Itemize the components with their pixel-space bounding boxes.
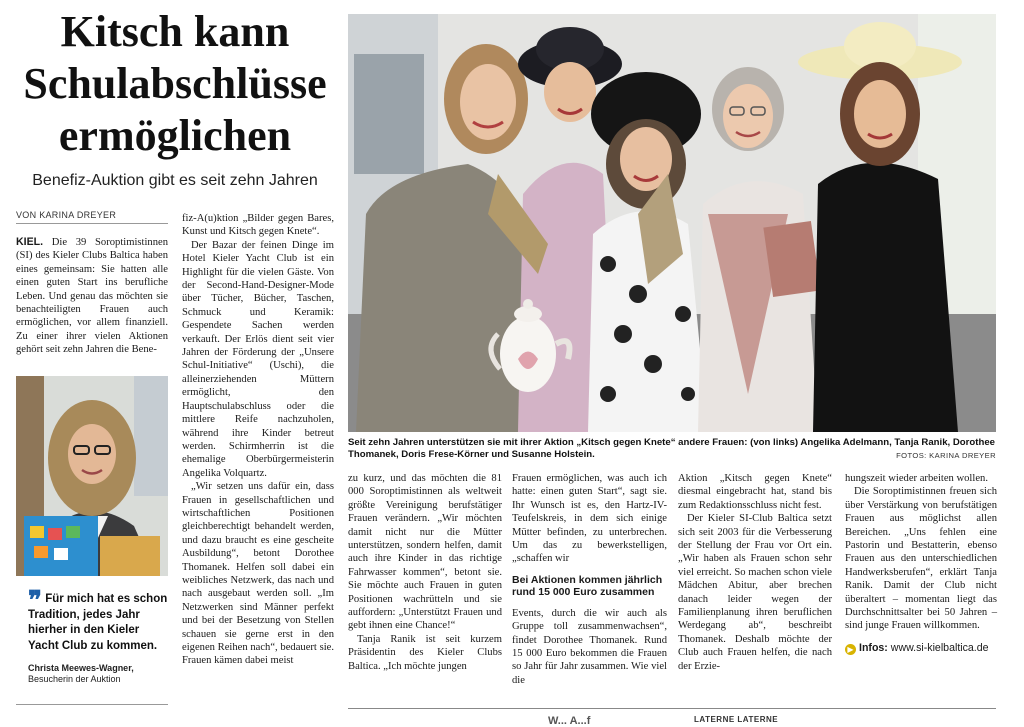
infos-label: Infos: xyxy=(859,641,888,654)
quote-text: Für mich hat es schon Tradition, jedes Jahr hierher in den Kieler Yacht Club zu kommen. xyxy=(28,593,168,652)
paragraph: fiz-A(u)ktion „Bilder gegen Bares, Kunst und Kitsch gegen Knete“. xyxy=(182,213,334,238)
group-photo xyxy=(348,14,996,432)
subheadline: Benefiz-Auktion gibt es seit zehn Jahren xyxy=(32,172,318,189)
paragraph: Der Kieler SI-Club Baltica setzt sich seit 2003 für die Verbesserung der Stellung der Frau vor Ort ein. „Wir haben als Frauen schon sehr viel erreicht. So machen schon viele Mädchen Abitur, aber brechen danach leider wegen der Familienplanung ihren beruflichen Werdegang ab“, beschreibt Thomanek. Deshalb möchte der Club auch Frauen helfen, die nach der Erzie- xyxy=(678,513,832,672)
paragraph: hungszeit wieder arbeiten wollen. xyxy=(845,473,988,484)
byline: VON KARINA DREYER xyxy=(16,210,168,224)
section-subheading: Bei Aktionen kommen jährlich rund 15 000 Euro zusammen xyxy=(512,573,663,599)
article-column-4 xyxy=(512,472,667,687)
photo-credit: FOTOS: KARINA DREYER xyxy=(896,451,996,460)
pull-quote xyxy=(28,585,168,654)
quote-author-name: Christa Meewes-Wagner, xyxy=(28,663,134,673)
article-column-3 xyxy=(348,472,502,673)
article-column-2 xyxy=(182,212,334,668)
paragraph: „Wir setzen uns dafür ein, dass Frauen in gesellschaftlichen und wirtschaftlichen Positionen gleichberechtigt behandelt werden, und dazu braucht es eine gescheite Ausbildung“, betont Dorothee Thomanek. Helfen soll dabei ein weibliches Netzwerk, das nach und nach ausgebaut werden soll. „Im Netzwerken sind Männer perfekt und bei der Besetzung von Stellen schauen sie gerne erst in den eigenen Reihen nach“, bedauert sie. Frauen kämen dabei meist xyxy=(182,481,334,667)
photo-caption: Seit zehn Jahren unterstützen sie mit ihrer Aktion „Kitsch gegen Knete“ andere Frauen: (von links) Angelika Adelmann, Tanja Ranik, Dorothee Thomanek, Doris Frese-Körner und Susanne Holstein. xyxy=(348,437,995,461)
paragraph: Der Bazar der feinen Dinge im Hotel Kieler Yacht Club ist ein Highlight für die vielen Gäste. Von der Second-Hand-Designer-Mode über Tücher, Bücher, Taschen, Schmuck und Keramik: Gespendete Sachen werden verkauft. Der Erlös dient seit vier Jahren der Förderung der „Unsere Schul-Initiative“ (Uschi), die alleinerziehenden Müttern ermöglicht, den Hauptschulabschluss oder die mittlere Reife nachzuholen, während ihre Kinder betreut werden. Schirmherrin ist die ehemalige Oberbürgermeisterin Angelika Volquartz. xyxy=(182,239,334,479)
divider xyxy=(348,708,996,709)
paragraph: Die Soroptimistinnen freuen sich über Verstärkung von berufstätigen Frauen aus möglichst allen Bereichen. „Uns fehlen eine Pastorin und Bestatterin, ebenso Frauen aus den unterschiedlichen Handwerksberufen“, erklärt Tanja Ranik. Damit der Club nicht überaltert – momentan liegt das Durchschnittsalter bei 50 Jahren – sind junge Frauen willkommen. xyxy=(845,486,997,632)
headline: Kitsch kann Schulabschlüsse ermöglichen xyxy=(23,7,327,160)
quote-author-role: Besucherin der Auktion xyxy=(28,674,121,684)
paragraph: zu kurz, und das möchten die 81 000 Soroptimistinnen als weltweit größte Vereinigung berufstätiger Frauen verändern. „Wir möchten damit nicht nur die Mütter unterstützen, sondern helfen, damit auch ihre Kinder in das richtige Fahrwasser kommen“, betont sie. Sie möchte auch Frauen in guten Positionen wachrütteln und sie auffordern: „Unterstützt Frauen und gebt ihnen eine Chance!“ xyxy=(348,473,502,632)
portrait-illustration xyxy=(16,376,168,576)
article-column-5 xyxy=(678,472,832,673)
next-article-strip xyxy=(178,712,1016,727)
next-article-section-label: LATERNE LATERNE xyxy=(694,715,779,724)
group-photo-illustration xyxy=(348,14,996,432)
article-column-6 xyxy=(845,472,997,655)
article-column-1 xyxy=(16,236,168,357)
infos-line xyxy=(845,642,997,655)
paragraph: Tanja Ranik ist seit kurzem Präsidentin des Kieler Clubs Baltica. „Ich möchte jungen xyxy=(348,633,502,672)
dateline: KIEL. xyxy=(16,236,44,248)
next-article-headline-fragment: W... A...f xyxy=(548,715,591,727)
infos-link[interactable]: www.si-kielbaltica.de xyxy=(890,641,989,654)
quote-attribution xyxy=(28,663,168,685)
paragraph: Events, durch die wir auch als Gruppe toll zusammenwachsen“, findet Dorothee Thomanek. Rund 15 000 Euro bekommen die Frauen so Jahr für Jahr zusammen. Wie viel die xyxy=(512,607,667,686)
paragraph-text: Die 39 Soroptimistinnen (SI) des Kieler Clubs Baltica haben eines gemeinsam: Sie hatten alle einen guten Start ins berufliche Leben. Und genau das möchten sie benachteiligten Frauen auch ermöglichen, vor allem finanziell. Zu einer ihrer vielen Aktionen gehört seit zehn Jahren die Bene- xyxy=(16,237,168,356)
divider xyxy=(16,704,168,705)
quote-icon: ❞ xyxy=(28,585,40,615)
paragraph: Aktion „Kitsch gegen Knete“ diesmal eingebracht hat, stand bis zum Redaktionsschluss nicht fest. xyxy=(678,473,832,511)
paragraph: Frauen ermöglichen, was auch ich hatte: einen guten Start“, sagt sie. Ihr Wunsch ist es, den Hartz-IV-Teufelskreis, in dem sich einige Mütter befinden, zu unterbrechen. Um das zu bewerkstelligen, „schaffen wir xyxy=(512,473,667,565)
visitor-portrait-photo xyxy=(16,376,168,576)
arrow-right-icon: ▶ xyxy=(845,644,856,655)
paragraph xyxy=(16,236,168,357)
